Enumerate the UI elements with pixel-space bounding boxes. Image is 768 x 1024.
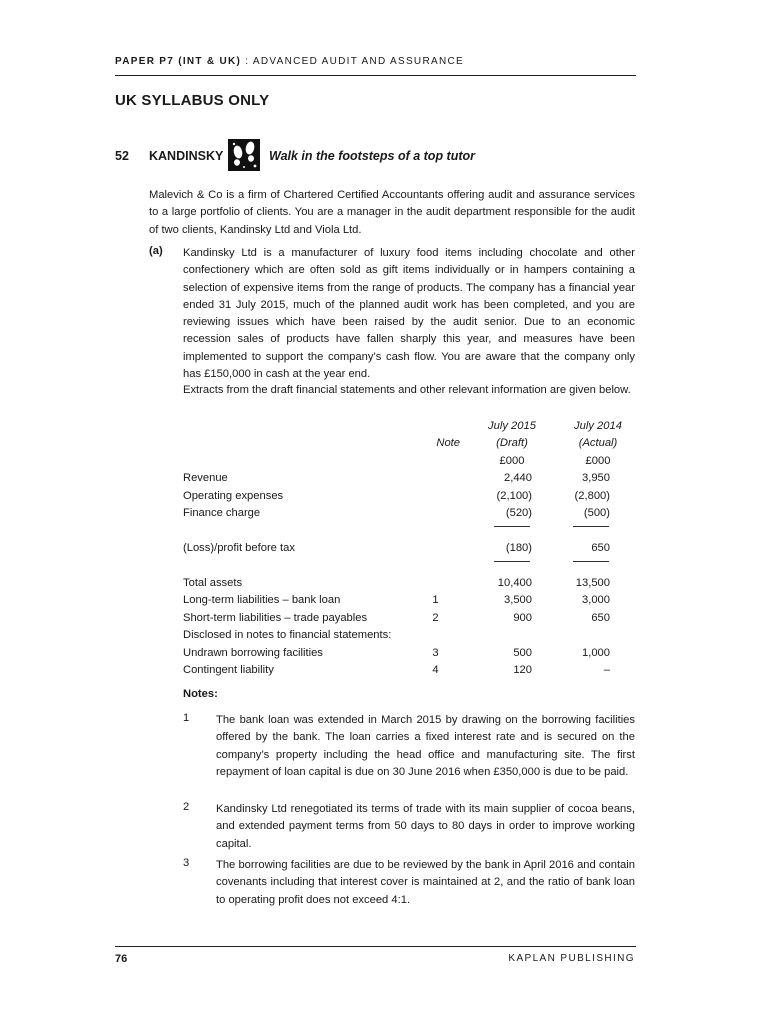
value-2014: 13,500 [575,577,610,589]
subtotal-rule-2015 [494,526,530,527]
note-3-number: 3 [183,857,190,869]
header-draft: (Draft) [496,437,528,449]
table-row-contingent-liability [183,662,635,679]
value-2015: 500 [513,647,532,659]
paper-code: PAPER P7 (INT & UK) [115,56,242,67]
value-2015: (2,100) [496,490,532,502]
value-2015: 900 [513,612,532,624]
table-header-row-3 [183,453,635,470]
table-header-row-2 [183,435,635,452]
row-label: Long-term liabilities – bank loan [183,594,341,606]
table-row-finance-charge [183,505,635,522]
value-2015: 3,500 [504,594,532,606]
question-number: 52 [115,149,129,163]
table-row-operating-expenses [183,488,635,505]
total-rule-2014 [573,561,609,562]
table-row-disclosed-heading [183,627,635,644]
value-2014: 3,000 [582,594,610,606]
row-label: Short-term liabilities – trade payables [183,612,368,624]
note-3-text: The borrowing facilities are due to be reviewed by the bank in April 2016 and contain covenants including that interest cover is maintained at 2, and the ratio of bank loan to operating profit does not exceed 4:1. [216,859,635,906]
row-label: Total assets [183,577,243,589]
value-2015: (520) [505,507,532,519]
value-2015: 10,400 [497,577,532,589]
note-2-text: Kandinsky Ltd renegotiated its terms of trade with its main supplier of cocoa beans, and extended payment terms from 50 days to 80 days in order to improve working capital. [216,803,635,850]
section-title: UK SYLLABUS ONLY [115,92,270,109]
value-2014: 650 [591,542,610,554]
header-note: Note [436,437,460,449]
header-actual: (Actual) [578,437,618,449]
subtotal-rule-2014 [573,526,609,527]
footsteps-icon [228,139,260,171]
value-2014: 3,950 [582,472,610,484]
table-header-row-1 [183,418,635,435]
table-row-bank-loan [183,592,635,609]
intro-paragraph: Malevich & Co is a firm of Chartered Certified Accountants offering audit and assurance services to a large portfolio of clients. You are a manager in the audit department responsible for the audit of two clients, Kandinsky Ltd and Viola Ltd. [149,189,635,236]
note-1-number: 1 [183,712,190,724]
table-row-total-assets [183,575,635,592]
extract-intro-paragraph: Extracts from the draft financial statements and other relevant information are given below. [183,384,631,396]
header-july-2014: July 2014 [574,420,622,432]
table-row-revenue [183,470,635,487]
header-separator: : [241,56,253,67]
header-july-2015: July 2015 [488,420,536,432]
row-label: Revenue [183,472,228,484]
value-2014: (500) [583,507,610,519]
note-2-number: 2 [183,801,190,813]
total-rule-2015 [494,561,530,562]
value-2015: 120 [513,664,532,676]
row-label: Finance charge [183,507,261,519]
running-header [115,56,635,67]
value-2014: – [603,664,610,676]
header-currency-2014: £000 [585,455,611,467]
value-2015: 2,440 [504,472,532,484]
row-note: 4 [432,664,439,676]
table-row-profit-before-tax [183,540,635,557]
note-1-text: The bank loan was extended in March 2015 by drawing on the borrowing facilities offered by the bank. The loan carries a fixed interest rate and is secured on the company’s property including the head office and manufacturing site. The first repayment of loan capital is due on 30 June 2016 when £350,000 is due to be paid. [216,714,635,778]
part-a-paragraph: Kandinsky Ltd is a manufacturer of luxury food items including chocolate and other confectionery which are often sold as gift items individually or in hampers containing a selection of expensive items from the range of products. The company has a financial year ended 31 July 2015, much of the planned audit work has been completed, and you are reviewing issues which have been raised by the audit senior. Due to an economic recession sales of products have fallen sharply this year, and measures have been implemented to support the company’s cash flow. You are aware that the company only has £150,000 in cash at the year end. [183,247,635,381]
page-number: 76 [115,953,128,965]
row-note: 3 [432,647,439,659]
row-label: Operating expenses [183,490,284,502]
notes-heading: Notes: [183,688,218,700]
row-note: 2 [432,612,439,624]
table-row-trade-payables [183,610,635,627]
row-label: Disclosed in notes to financial statements: [183,629,392,641]
row-label: Contingent liability [183,664,274,676]
question-tagline: Walk in the footsteps of a top tutor [269,149,476,163]
row-label: Undrawn borrowing facilities [183,647,323,659]
header-currency-2015: £000 [499,455,525,467]
footer-rule [115,946,636,947]
row-label: (Loss)/profit before tax [183,542,295,554]
table-row-undrawn-facilities [183,645,635,662]
part-a-label: (a) [149,245,163,257]
value-2015: (180) [505,542,532,554]
value-2014: (2,800) [574,490,610,502]
paper-title: ADVANCED AUDIT AND ASSURANCE [252,56,464,67]
header-rule [115,75,636,76]
publisher-name: KAPLAN PUBLISHING [508,953,635,964]
row-note: 1 [432,594,439,606]
value-2014: 650 [591,612,610,624]
value-2014: 1,000 [582,647,610,659]
question-title: KANDINSKY [149,149,224,163]
